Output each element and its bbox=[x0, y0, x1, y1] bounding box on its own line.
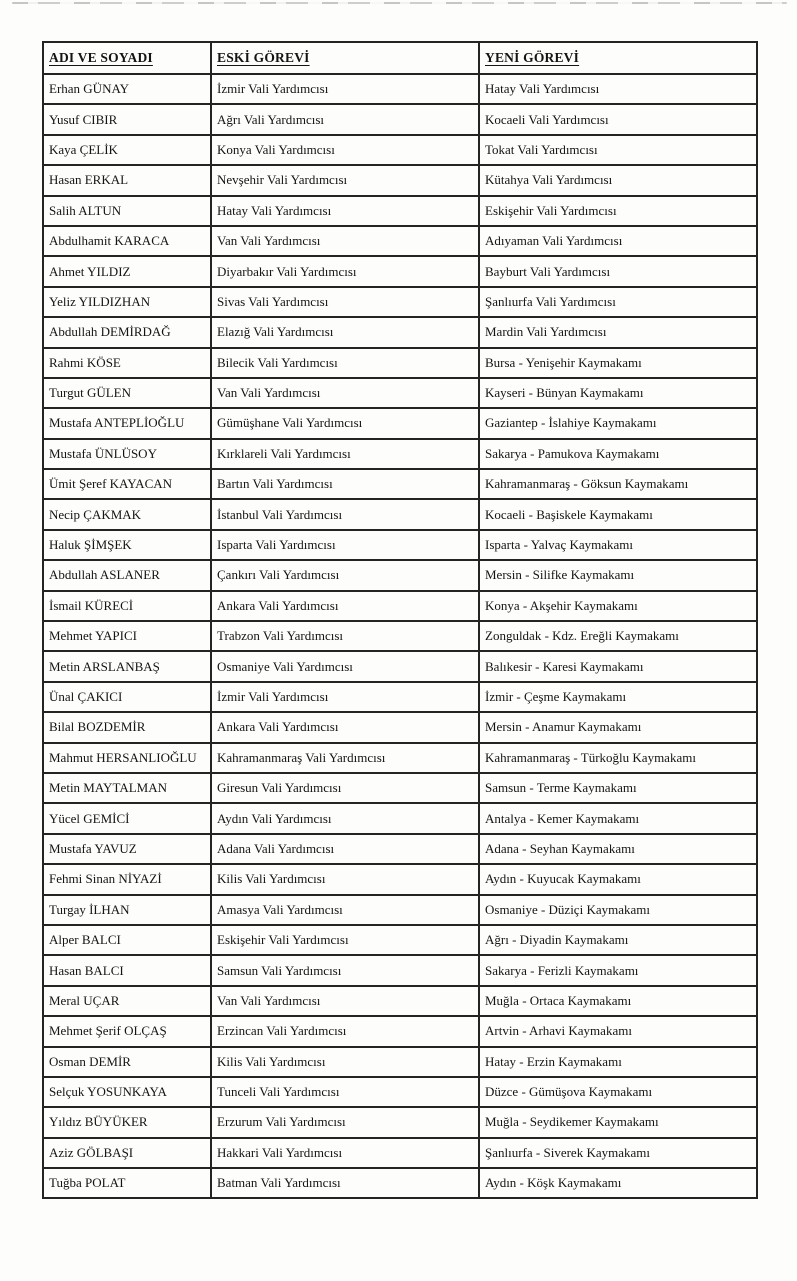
cell-name: Abdullah ASLANER bbox=[43, 560, 211, 590]
cell-name: Ünal ÇAKICI bbox=[43, 682, 211, 712]
cell-name: Tuğba POLAT bbox=[43, 1168, 211, 1198]
cell-new-position: Adana - Seyhan Kaymakamı bbox=[479, 834, 757, 864]
table-row bbox=[43, 104, 757, 134]
cell-old-position: Adana Vali Yardımcısı bbox=[211, 834, 479, 864]
table-row bbox=[43, 1047, 757, 1077]
table-row bbox=[43, 773, 757, 803]
cell-new-position: Kütahya Vali Yardımcısı bbox=[479, 165, 757, 195]
header-yeni-gorevi bbox=[479, 42, 757, 74]
cell-new-position: Aydın - Kuyucak Kaymakamı bbox=[479, 864, 757, 894]
table-row bbox=[43, 895, 757, 925]
cell-new-position: Kayseri - Bünyan Kaymakamı bbox=[479, 378, 757, 408]
table-row bbox=[43, 712, 757, 742]
table-row bbox=[43, 135, 757, 165]
cell-new-position: Mersin - Anamur Kaymakamı bbox=[479, 712, 757, 742]
cell-name: Mehmet Şerif OLÇAŞ bbox=[43, 1016, 211, 1046]
cell-old-position: Isparta Vali Yardımcısı bbox=[211, 530, 479, 560]
cell-old-position: Ankara Vali Yardımcısı bbox=[211, 591, 479, 621]
cell-old-position: Konya Vali Yardımcısı bbox=[211, 135, 479, 165]
cell-new-position: Zonguldak - Kdz. Ereğli Kaymakamı bbox=[479, 621, 757, 651]
cell-new-position: Artvin - Arhavi Kaymakamı bbox=[479, 1016, 757, 1046]
cell-new-position: Konya - Akşehir Kaymakamı bbox=[479, 591, 757, 621]
cell-old-position: Kilis Vali Yardımcısı bbox=[211, 864, 479, 894]
cell-new-position: Aydın - Köşk Kaymakamı bbox=[479, 1168, 757, 1198]
cell-new-position: Mersin - Silifke Kaymakamı bbox=[479, 560, 757, 590]
cell-old-position: Elazığ Vali Yardımcısı bbox=[211, 317, 479, 347]
cell-name: Necip ÇAKMAK bbox=[43, 499, 211, 529]
cell-old-position: Diyarbakır Vali Yardımcısı bbox=[211, 256, 479, 286]
table-row bbox=[43, 1168, 757, 1198]
cell-name: Mehmet YAPICI bbox=[43, 621, 211, 651]
cell-name: İsmail KÜRECİ bbox=[43, 591, 211, 621]
cell-name: Abdullah DEMİRDAĞ bbox=[43, 317, 211, 347]
table-row bbox=[43, 287, 757, 317]
table-row bbox=[43, 469, 757, 499]
cell-name: Abdulhamit KARACA bbox=[43, 226, 211, 256]
table-row bbox=[43, 591, 757, 621]
cell-new-position: Mardin Vali Yardımcısı bbox=[479, 317, 757, 347]
cell-new-position: Şanlıurfa Vali Yardımcısı bbox=[479, 287, 757, 317]
table-row bbox=[43, 408, 757, 438]
table-row bbox=[43, 1016, 757, 1046]
cell-new-position: Sakarya - Ferizli Kaymakamı bbox=[479, 955, 757, 985]
table-row bbox=[43, 560, 757, 590]
cell-new-position: Muğla - Ortaca Kaymakamı bbox=[479, 986, 757, 1016]
cell-new-position: Bayburt Vali Yardımcısı bbox=[479, 256, 757, 286]
cell-old-position: Van Vali Yardımcısı bbox=[211, 226, 479, 256]
cell-name: Hasan BALCI bbox=[43, 955, 211, 985]
cell-new-position: Muğla - Seydikemer Kaymakamı bbox=[479, 1107, 757, 1137]
cell-new-position: Antalya - Kemer Kaymakamı bbox=[479, 803, 757, 833]
cell-new-position: Ağrı - Diyadin Kaymakamı bbox=[479, 925, 757, 955]
cell-name: Meral UÇAR bbox=[43, 986, 211, 1016]
cell-new-position: Bursa - Yenişehir Kaymakamı bbox=[479, 348, 757, 378]
header-yeni-gorevi-label: YENİ GÖREVİ bbox=[485, 50, 580, 65]
cell-old-position: Erzurum Vali Yardımcısı bbox=[211, 1107, 479, 1137]
cell-name: Yeliz YILDIZHAN bbox=[43, 287, 211, 317]
header-adi-ve-soyadi-label: ADI VE SOYADI bbox=[49, 50, 153, 65]
cell-new-position: Samsun - Terme Kaymakamı bbox=[479, 773, 757, 803]
table-row bbox=[43, 651, 757, 681]
table-row bbox=[43, 74, 757, 104]
table-row bbox=[43, 803, 757, 833]
header-eski-gorevi-label: ESKİ GÖREVİ bbox=[217, 50, 310, 65]
cell-name: Ümit Şeref KAYACAN bbox=[43, 469, 211, 499]
table-row bbox=[43, 439, 757, 469]
table-row bbox=[43, 621, 757, 651]
cell-old-position: Ağrı Vali Yardımcısı bbox=[211, 104, 479, 134]
table-body bbox=[43, 74, 757, 1198]
cell-old-position: Van Vali Yardımcısı bbox=[211, 378, 479, 408]
cell-old-position: Giresun Vali Yardımcısı bbox=[211, 773, 479, 803]
cell-new-position: Şanlıurfa - Siverek Kaymakamı bbox=[479, 1138, 757, 1168]
cell-name: Metin MAYTALMAN bbox=[43, 773, 211, 803]
cell-new-position: Osmaniye - Düziçi Kaymakamı bbox=[479, 895, 757, 925]
table-row bbox=[43, 1107, 757, 1137]
cell-name: Ahmet YILDIZ bbox=[43, 256, 211, 286]
cell-new-position: Kahramanmaraş - Göksun Kaymakamı bbox=[479, 469, 757, 499]
appointments-table bbox=[42, 41, 758, 1199]
cell-old-position: Osmaniye Vali Yardımcısı bbox=[211, 651, 479, 681]
table-header bbox=[43, 42, 757, 74]
cell-old-position: Erzincan Vali Yardımcısı bbox=[211, 1016, 479, 1046]
cell-name: Salih ALTUN bbox=[43, 196, 211, 226]
table-row bbox=[43, 834, 757, 864]
cell-name: Mustafa YAVUZ bbox=[43, 834, 211, 864]
cell-name: Metin ARSLANBAŞ bbox=[43, 651, 211, 681]
cell-old-position: Bartın Vali Yardımcısı bbox=[211, 469, 479, 499]
cell-name: Osman DEMİR bbox=[43, 1047, 211, 1077]
header-eski-gorevi bbox=[211, 42, 479, 74]
cell-old-position: Batman Vali Yardımcısı bbox=[211, 1168, 479, 1198]
cell-name: Erhan GÜNAY bbox=[43, 74, 211, 104]
table-row bbox=[43, 864, 757, 894]
cell-name: Rahmi KÖSE bbox=[43, 348, 211, 378]
cell-new-position: Adıyaman Vali Yardımcısı bbox=[479, 226, 757, 256]
cell-name: Yücel GEMİCİ bbox=[43, 803, 211, 833]
cell-name: Hasan ERKAL bbox=[43, 165, 211, 195]
cell-name: Yıldız BÜYÜKER bbox=[43, 1107, 211, 1137]
cell-name: Mustafa ANTEPLİOĞLU bbox=[43, 408, 211, 438]
cell-name: Turgut GÜLEN bbox=[43, 378, 211, 408]
table-row bbox=[43, 165, 757, 195]
cell-old-position: Ankara Vali Yardımcısı bbox=[211, 712, 479, 742]
cell-name: Fehmi Sinan NİYAZİ bbox=[43, 864, 211, 894]
cell-new-position: İzmir - Çeşme Kaymakamı bbox=[479, 682, 757, 712]
cell-name: Yusuf CIBIR bbox=[43, 104, 211, 134]
table-row bbox=[43, 317, 757, 347]
cell-name: Haluk ŞİMŞEK bbox=[43, 530, 211, 560]
cell-old-position: İzmir Vali Yardımcısı bbox=[211, 682, 479, 712]
header-adi-ve-soyadi bbox=[43, 42, 211, 74]
table-row bbox=[43, 348, 757, 378]
table-row bbox=[43, 196, 757, 226]
cell-name: Mustafa ÜNLÜSOY bbox=[43, 439, 211, 469]
table-row bbox=[43, 378, 757, 408]
cell-old-position: Samsun Vali Yardımcısı bbox=[211, 955, 479, 985]
table-row bbox=[43, 986, 757, 1016]
cell-new-position: Hatay Vali Yardımcısı bbox=[479, 74, 757, 104]
cell-old-position: Eskişehir Vali Yardımcısı bbox=[211, 925, 479, 955]
cell-name: Alper BALCI bbox=[43, 925, 211, 955]
cell-new-position: Kocaeli - Başiskele Kaymakamı bbox=[479, 499, 757, 529]
cell-old-position: Trabzon Vali Yardımcısı bbox=[211, 621, 479, 651]
cell-old-position: İzmir Vali Yardımcısı bbox=[211, 74, 479, 104]
cell-old-position: Kilis Vali Yardımcısı bbox=[211, 1047, 479, 1077]
cell-name: Mahmut HERSANLIOĞLU bbox=[43, 743, 211, 773]
cell-old-position: Amasya Vali Yardımcısı bbox=[211, 895, 479, 925]
header-row bbox=[43, 42, 757, 74]
cell-new-position: Kahramanmaraş - Türkoğlu Kaymakamı bbox=[479, 743, 757, 773]
cell-old-position: Van Vali Yardımcısı bbox=[211, 986, 479, 1016]
cell-old-position: Aydın Vali Yardımcısı bbox=[211, 803, 479, 833]
table-row bbox=[43, 955, 757, 985]
scan-artifact-top-edge bbox=[12, 2, 787, 4]
cell-old-position: Çankırı Vali Yardımcısı bbox=[211, 560, 479, 590]
cell-old-position: Kırklareli Vali Yardımcısı bbox=[211, 439, 479, 469]
table-row bbox=[43, 1077, 757, 1107]
cell-old-position: Bilecik Vali Yardımcısı bbox=[211, 348, 479, 378]
table-row bbox=[43, 925, 757, 955]
cell-new-position: Düzce - Gümüşova Kaymakamı bbox=[479, 1077, 757, 1107]
table-row bbox=[43, 743, 757, 773]
cell-name: Bilal BOZDEMİR bbox=[43, 712, 211, 742]
cell-new-position: Kocaeli Vali Yardımcısı bbox=[479, 104, 757, 134]
table-row bbox=[43, 1138, 757, 1168]
cell-new-position: Eskişehir Vali Yardımcısı bbox=[479, 196, 757, 226]
table-row bbox=[43, 256, 757, 286]
cell-new-position: Hatay - Erzin Kaymakamı bbox=[479, 1047, 757, 1077]
cell-old-position: Sivas Vali Yardımcısı bbox=[211, 287, 479, 317]
cell-old-position: Gümüşhane Vali Yardımcısı bbox=[211, 408, 479, 438]
cell-old-position: İstanbul Vali Yardımcısı bbox=[211, 499, 479, 529]
cell-new-position: Tokat Vali Yardımcısı bbox=[479, 135, 757, 165]
table-row bbox=[43, 226, 757, 256]
cell-old-position: Hatay Vali Yardımcısı bbox=[211, 196, 479, 226]
cell-new-position: Sakarya - Pamukova Kaymakamı bbox=[479, 439, 757, 469]
cell-name: Kaya ÇELİK bbox=[43, 135, 211, 165]
cell-old-position: Kahramanmaraş Vali Yardımcısı bbox=[211, 743, 479, 773]
cell-old-position: Tunceli Vali Yardımcısı bbox=[211, 1077, 479, 1107]
cell-new-position: Gaziantep - İslahiye Kaymakamı bbox=[479, 408, 757, 438]
cell-name: Selçuk YOSUNKAYA bbox=[43, 1077, 211, 1107]
cell-name: Aziz GÖLBAŞI bbox=[43, 1138, 211, 1168]
table-row bbox=[43, 499, 757, 529]
cell-name: Turgay İLHAN bbox=[43, 895, 211, 925]
cell-old-position: Hakkari Vali Yardımcısı bbox=[211, 1138, 479, 1168]
cell-new-position: Isparta - Yalvaç Kaymakamı bbox=[479, 530, 757, 560]
cell-new-position: Balıkesir - Karesi Kaymakamı bbox=[479, 651, 757, 681]
table-row bbox=[43, 682, 757, 712]
cell-old-position: Nevşehir Vali Yardımcısı bbox=[211, 165, 479, 195]
table-row bbox=[43, 530, 757, 560]
